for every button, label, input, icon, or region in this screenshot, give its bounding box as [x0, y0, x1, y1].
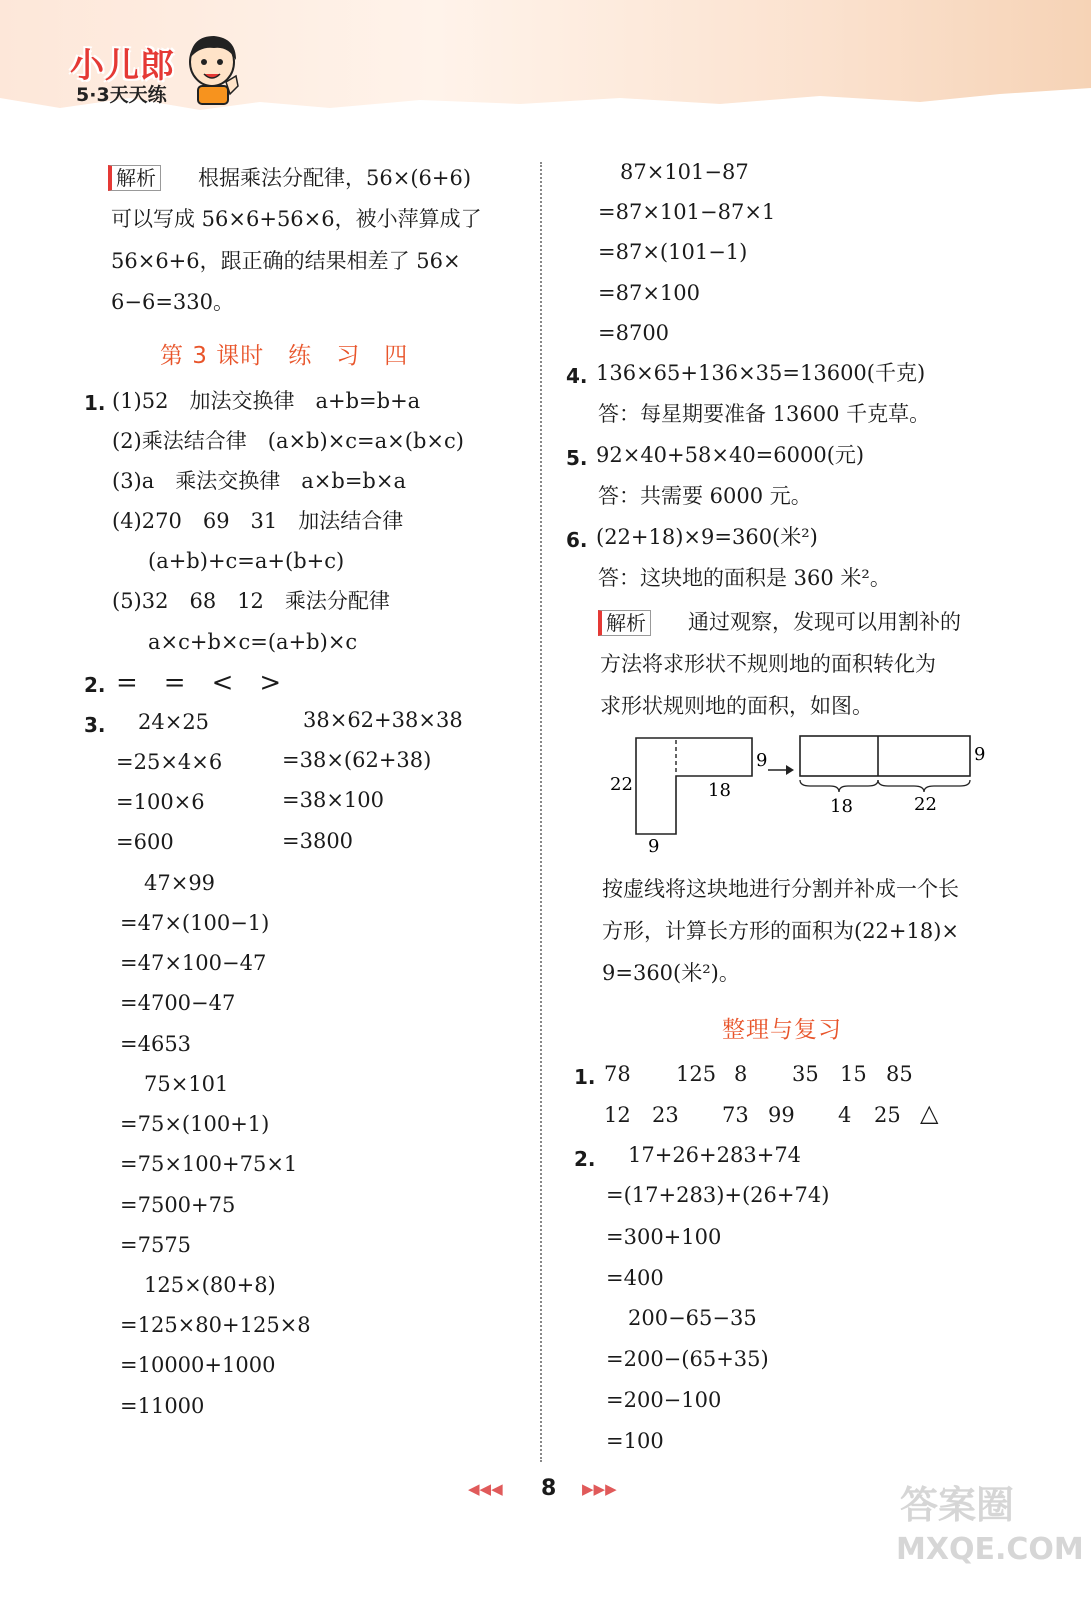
calc-line: =75×(100+1) — [120, 1112, 270, 1136]
answer-value: 8 — [734, 1062, 748, 1086]
calc-line: =200−100 — [606, 1388, 722, 1412]
watermark-logo: 答案圈 — [900, 1483, 1015, 1527]
calc-line: =(17+283)+(26+74) — [606, 1183, 830, 1207]
calc-line: =8700 — [598, 321, 670, 345]
calc-line: 125×(80+8) — [144, 1273, 276, 1297]
label-18-bottom: 18 — [830, 796, 853, 817]
label-22-bottom: 22 — [914, 794, 937, 815]
arrow-icon — [786, 765, 794, 775]
analysis-line: 可以写成 56×6+56×6，被小萍算成了 — [111, 207, 482, 231]
question-number: 2. — [574, 1147, 596, 1171]
answer-line: (5)32 68 12 乘法分配律 — [112, 589, 390, 613]
question-number: 2. — [84, 673, 106, 697]
question-number: 6. — [566, 528, 588, 552]
calc-line: =25×4×6 — [116, 750, 223, 774]
section-title: 第 3 课时 练 习 四 — [160, 343, 409, 369]
answer-value: 85 — [886, 1062, 913, 1086]
analysis-line: 求形状规则地的面积，如图。 — [600, 694, 873, 718]
label-9-right: 9 — [974, 744, 986, 765]
boy-mascot-icon — [184, 32, 244, 106]
analysis-line: 方法将求形状不规则地的面积转化为 — [600, 652, 936, 676]
question-number: 1. — [84, 391, 106, 415]
area-cut-diagram — [600, 730, 1000, 858]
calc-line: =87×100 — [598, 281, 700, 305]
answer-value: 12 — [604, 1103, 631, 1127]
calc-line: =7500+75 — [120, 1193, 236, 1217]
calc-line: =4700−47 — [120, 991, 236, 1015]
analysis-line: 根据乘法分配律，56×(6+6) — [198, 166, 472, 190]
logo-title: 小儿郎 — [70, 46, 175, 86]
label-9-bottom: 9 — [648, 836, 660, 857]
calc-line: =400 — [606, 1266, 664, 1290]
calc-line: 38×62+38×38 — [303, 708, 463, 732]
answer-line: = = < > — [116, 668, 282, 698]
answer-value: 23 — [652, 1103, 679, 1127]
analysis-line: 56×6+6，跟正确的结果相差了 56× — [111, 249, 461, 273]
calc-line: =38×(62+38) — [282, 748, 432, 772]
column-divider — [540, 162, 542, 1462]
calc-line: =100 — [606, 1429, 664, 1453]
analysis-tag: 解析 — [598, 610, 651, 636]
calc-line: 75×101 — [144, 1072, 229, 1096]
answer-line: 答：这块地的面积是 360 米²。 — [598, 566, 891, 590]
calc-line: 47×99 — [144, 871, 216, 895]
calc-line: 24×25 — [138, 710, 210, 734]
analysis-line: 按虚线将这块地进行分割并补成一个长 — [602, 877, 959, 901]
label-9-top: 9 — [756, 750, 768, 771]
answer-line: (a+b)+c=a+(b+c) — [148, 549, 345, 573]
section-title: 整理与复习 — [722, 1017, 842, 1043]
calc-line: =11000 — [120, 1394, 205, 1418]
calc-line: =47×100−47 — [120, 951, 267, 975]
analysis-line: 6−6=330。 — [111, 290, 234, 314]
analysis-line: 9=360(米²)。 — [602, 961, 740, 985]
answer-value: 78 — [604, 1062, 631, 1086]
rectangle-shape — [800, 736, 970, 776]
brace-18 — [800, 780, 878, 792]
answer-line: (4)270 69 31 加法结合律 — [112, 509, 404, 533]
calc-line: 87×101−87 — [620, 160, 749, 184]
calc-line: =100×6 — [116, 790, 205, 814]
answer-value: 99 — [768, 1103, 795, 1127]
calc-line: =87×(101−1) — [598, 240, 748, 264]
calc-line: =47×(100−1) — [120, 911, 270, 935]
answer-value: 73 — [722, 1103, 749, 1127]
prev-arrows-icon: ◀◀◀ — [468, 1480, 503, 1498]
calc-line: =200−(65+35) — [606, 1347, 769, 1371]
answer-line: 136×65+136×35=13600(千克) — [596, 361, 926, 385]
calc-line: =7575 — [120, 1233, 192, 1257]
answer-value: 35 — [792, 1062, 819, 1086]
calc-line: =4653 — [120, 1032, 192, 1056]
calc-line: =87×101−87×1 — [598, 200, 776, 224]
triangle-symbol: △ — [920, 1099, 939, 1127]
calc-line: =125×80+125×8 — [120, 1313, 311, 1337]
calc-line: =300+100 — [606, 1225, 722, 1249]
question-number: 1. — [574, 1065, 596, 1089]
answer-line: (22+18)×9=360(米²) — [596, 525, 818, 549]
answer-value: 125 — [676, 1062, 717, 1086]
calc-line: =3800 — [282, 829, 354, 853]
answer-value: 25 — [874, 1103, 901, 1127]
answer-line: 92×40+58×40=6000(元) — [596, 443, 865, 467]
question-number: 4. — [566, 364, 588, 388]
calc-line: 200−65−35 — [628, 1306, 757, 1330]
page-number: 8 — [541, 1476, 557, 1501]
label-18: 18 — [708, 780, 731, 801]
analysis-tag: 解析 — [108, 165, 161, 191]
label-22: 22 — [610, 774, 633, 795]
calc-line: =600 — [116, 830, 174, 854]
analysis-line: 通过观察，发现可以用割补的 — [688, 610, 961, 634]
calc-line: 17+26+283+74 — [628, 1143, 802, 1167]
irregular-shape — [636, 738, 752, 834]
analysis-line: 方形，计算长方形的面积为(22+18)× — [602, 919, 960, 943]
calc-line: =38×100 — [282, 788, 384, 812]
answer-value: 4 — [838, 1103, 852, 1127]
answer-value: 15 — [840, 1062, 867, 1086]
answer-line: (3)a 乘法交换律 a×b=b×a — [112, 469, 406, 493]
next-arrows-icon: ▶▶▶ — [582, 1480, 617, 1498]
calc-line: =10000+1000 — [120, 1353, 276, 1377]
calc-line: =75×100+75×1 — [120, 1152, 298, 1176]
answer-line: 答：共需要 6000 元。 — [598, 484, 812, 508]
brace-22 — [878, 780, 970, 792]
answer-line: a×c+b×c=(a+b)×c — [148, 630, 358, 654]
answer-line: (1)52 加法交换律 a+b=b+a — [112, 389, 421, 413]
question-number: 3. — [84, 713, 106, 737]
answer-line: (2)乘法结合律 (a×b)×c=a×(b×c) — [112, 429, 464, 453]
answer-line: 答：每星期要准备 13600 千克草。 — [598, 402, 931, 426]
question-number: 5. — [566, 446, 588, 470]
logo-subtitle: 5·3天天练 — [76, 84, 167, 106]
watermark-url: MXQE.COM — [896, 1532, 1084, 1567]
